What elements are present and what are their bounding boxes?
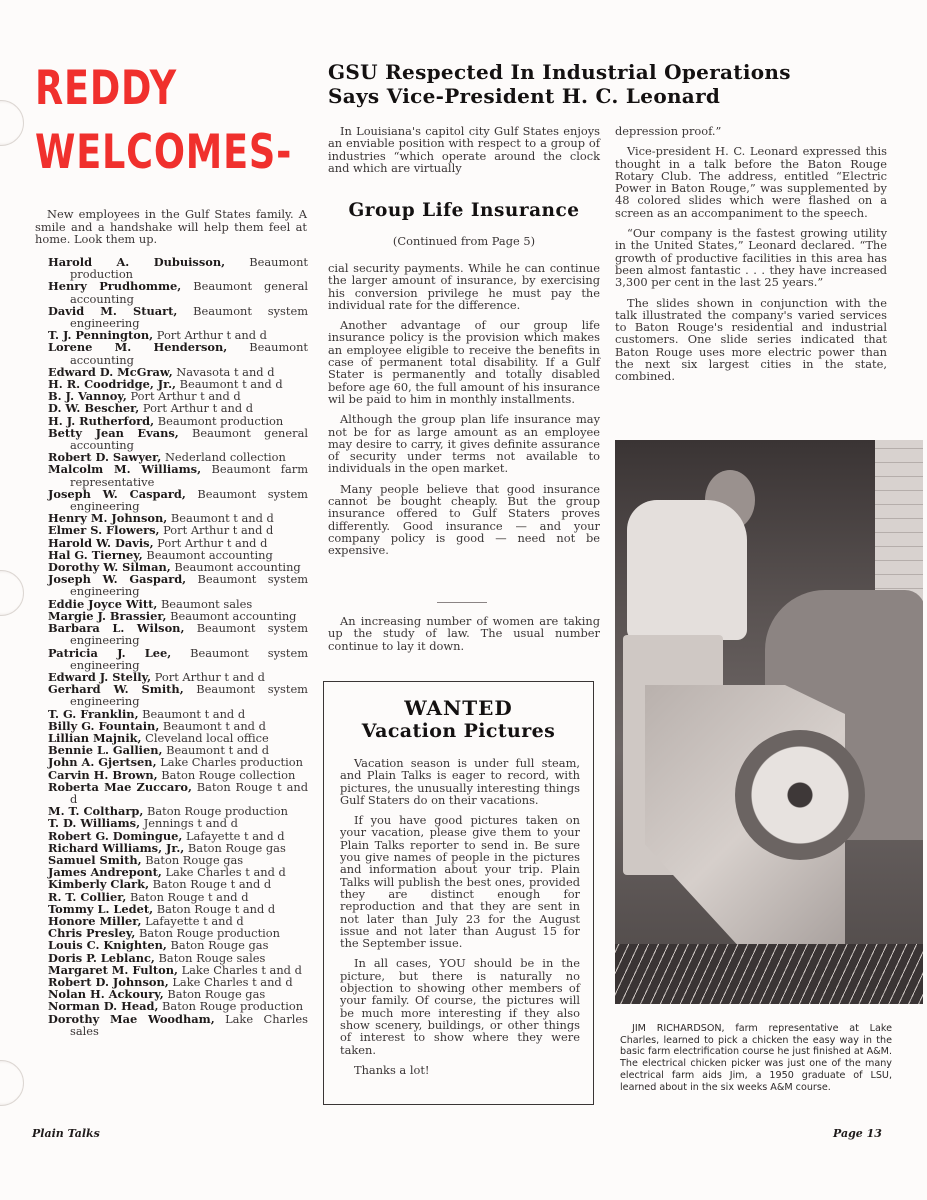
employee-department: Baton Rouge production bbox=[162, 999, 304, 1014]
employee-entry bbox=[48, 573, 308, 597]
employee-department: Lake Charles t and d bbox=[165, 865, 286, 880]
employee-name: Edward J. Stelly, bbox=[48, 669, 152, 684]
group-life-title: Group Life Insurance bbox=[348, 200, 580, 221]
article-paragraph: Another advantage of our group life insurance policy is the provision which makes an employee eligible to receive the benefits in case of permanent total disability. If a Gulf Stater is permanently and totally disabled before age 60, the full amount of his insurance wil be paid to him in monthly installments. bbox=[328, 318, 600, 406]
employee-department: Port Arthur t and d bbox=[142, 401, 254, 416]
employee-department: Lake Charles t and d bbox=[172, 974, 293, 989]
filler-item bbox=[328, 615, 600, 660]
wanted-paragraph: Vacation season is under full steam, and Plain Talks is eager to record, with pictures, the unusually interesting things Gulf Staters do on their vacations. bbox=[340, 756, 580, 807]
employee-entry bbox=[48, 280, 308, 304]
employee-name: Dorothy Mae Woodham, bbox=[48, 1011, 215, 1026]
employee-department: Beaumont t and d bbox=[162, 718, 266, 733]
employee-name: Robert G. Domingue, bbox=[48, 828, 183, 843]
employee-department: Baton Rouge production bbox=[138, 926, 280, 941]
employee-department: Baton Rouge collection bbox=[161, 767, 296, 782]
employee-name: Betty Jean Evans, bbox=[48, 425, 179, 440]
article-paragraph: The slides shown in conjunction with the talk illustrated the company's varied services to Baton Rouge's residential and industrial customers. One slide series indicated that Baton Rouge uses more electric power than the next six largest cities in the state, combined. bbox=[615, 295, 887, 384]
employee-department: Beaumont system engineering bbox=[70, 682, 308, 709]
employee-department: Baton Rouge t and d bbox=[70, 779, 309, 806]
employee-name: David M. Stuart, bbox=[48, 303, 178, 318]
employee-name: James Andrepont, bbox=[48, 865, 162, 880]
employee-department: Beaumont accounting bbox=[174, 560, 301, 575]
employee-name: Patricia J. Lee, bbox=[48, 645, 172, 660]
reddy-welcomes-title bbox=[35, 57, 292, 185]
employee-name: Margie J. Brassier, bbox=[48, 608, 167, 623]
employee-department: Baton Rouge t and d bbox=[156, 901, 276, 916]
employee-department: Navasota t and d bbox=[176, 364, 275, 379]
employee-name: Robert D. Sawyer, bbox=[48, 450, 162, 465]
article-paragraph: Although the group plan life insurance may not be for as large amount as an employee may desire to carry, it gives definite assurance of security under terms not available to individuals in the open market. bbox=[328, 412, 600, 476]
employee-department: Beaumont system engineering bbox=[70, 645, 308, 672]
employee-name: Harold A. Dubuisson, bbox=[48, 255, 226, 269]
employee-name: Robert D. Johnson, bbox=[48, 974, 169, 989]
employee-name: Lillian Majnik, bbox=[48, 730, 142, 745]
employee-department: Beaumont system engineering bbox=[70, 621, 308, 648]
continued-note: (Continued from Page 5) bbox=[392, 234, 536, 248]
employee-name: M. T. Coltharp, bbox=[48, 804, 144, 819]
employee-name: Bennie L. Gallien, bbox=[48, 743, 163, 758]
employee-entry bbox=[48, 1013, 308, 1037]
employee-name: H. R. Coodridge, Jr., bbox=[48, 377, 177, 392]
employee-department: Beaumont production bbox=[157, 413, 284, 428]
employee-name: Eddie Joyce Witt, bbox=[48, 596, 158, 611]
article-paragraph: Many people believe that good insurance cannot be bought cheaply. But the group insurance offered to Gulf Staters proves differently. Good insurance — and your company policy is good — need not be expensive. bbox=[328, 481, 600, 558]
employee-department: Port Arthur t and d bbox=[154, 669, 265, 684]
article-headline: GSU Respected In Industrial Operations Says Vice-President H. C. Leonard bbox=[328, 60, 791, 108]
employee-entry bbox=[48, 427, 308, 451]
employee-name: B. J. Vannoy, bbox=[48, 389, 127, 404]
employee-entry bbox=[48, 488, 308, 512]
employee-name: T. G. Franklin, bbox=[48, 706, 139, 721]
intro-text: New employees in the Gulf States family. A smile and a handshake will help them feel at home. Look them up. bbox=[35, 207, 307, 246]
employee-department: Baton Rouge sales bbox=[158, 950, 266, 965]
employee-department: Port Arthur t and d bbox=[156, 328, 267, 343]
employee-department: Lafayette t and d bbox=[185, 828, 285, 843]
employee-name: Edward D. McGraw, bbox=[48, 364, 173, 379]
employee-department: Lafayette t and d bbox=[145, 913, 244, 928]
employee-department: Beaumont accounting bbox=[70, 340, 309, 367]
employee-department: Baton Rouge gas bbox=[170, 938, 269, 953]
wanted-title: WANTED bbox=[404, 696, 513, 720]
article-paragraph: “Our company is the fastest growing utility in the United States,” Leonard declared. “The growth of productive facilities in this area has been almost fantastic . . . they have increased 3,300 per cent in the last 25 years.” bbox=[615, 226, 887, 290]
employee-entry bbox=[48, 781, 308, 805]
article-paragraph: Vice-president H. C. Leonard expressed this thought in a talk before the Baton Rouge Rotary Club. The address, entitled “Electric Power in Baton Rouge,” was supplemented by 48 colored slides which were flashed on a screen as an accompaniment to the speech. bbox=[615, 144, 887, 220]
employee-name: Elmer S. Flowers, bbox=[48, 523, 160, 538]
title-line-2: WELCOMES- bbox=[35, 125, 293, 180]
employee-department: Lake Charles t and d bbox=[181, 962, 302, 977]
employee-department: Beaumont general accounting bbox=[70, 425, 309, 453]
employee-name: Lorene M. Henderson, bbox=[48, 340, 228, 355]
employee-department: Beaumont accounting bbox=[170, 608, 297, 623]
wanted-paragraph: If you have good pictures taken on your vacation, please give them to your Plain Talks reporter to send in. Be sure you give names of people in the pictures and information about your trip. Plain Talks will publish the best ones, provided they are distinct enough for reproduction and that they are sent in not later than July 23 for the August issue and not later than August 15 for the September issue. bbox=[340, 813, 580, 951]
reddy-intro bbox=[35, 208, 307, 246]
employee-name: Chris Presley, bbox=[48, 926, 136, 941]
employee-department: Beaumont t and d bbox=[142, 706, 246, 721]
employee-department: Lake Charles production bbox=[160, 755, 303, 770]
employee-department: Baton Rouge gas bbox=[145, 852, 244, 867]
employee-department: Port Arthur t and d bbox=[130, 389, 241, 404]
employee-name: T. J. Pennington, bbox=[48, 328, 154, 343]
employee-name: D. W. Bescher, bbox=[48, 401, 140, 416]
employee-name: Joseph W. Caspard, bbox=[48, 486, 186, 501]
employee-name: Norman D. Head, bbox=[48, 999, 159, 1014]
employee-department: Baton Rouge production bbox=[146, 804, 288, 819]
employee-department: Beaumont general accounting bbox=[70, 279, 309, 306]
employee-name: Henry M. Johnson, bbox=[48, 511, 168, 526]
caption-text: JIM RICHARDSON, farm representative at Lake Charles, learned to pick a chicken the easy way in the basic farm electrification course he just finished at A&M. The electrical chicken picker was just one of the many electrical farm aids Jim, a 1950 graduate of LSU, learned about in the six weeks A&M course. bbox=[620, 1023, 892, 1093]
employee-name: Louis C. Knighten, bbox=[48, 938, 167, 953]
employee-name: Richard Williams, Jr., bbox=[48, 840, 185, 855]
employee-department: Jennings t and d bbox=[143, 816, 238, 831]
title-line-1: REDDY bbox=[35, 61, 177, 116]
photo-caption bbox=[620, 1023, 892, 1093]
employee-department: Beaumont system engineering bbox=[70, 572, 308, 599]
employee-entry bbox=[48, 683, 308, 707]
employee-name: R. T. Collier, bbox=[48, 889, 127, 904]
employee-department: Beaumont system engineering bbox=[70, 486, 308, 514]
chicken-picker-photo bbox=[615, 440, 923, 1004]
employee-entry bbox=[48, 256, 308, 280]
employee-name: Harold W. Davis, bbox=[48, 535, 154, 550]
wanted-thanks: Thanks a lot! bbox=[354, 1062, 430, 1077]
employee-name: Roberta Mae Zuccaro, bbox=[48, 779, 192, 794]
article-paragraph: In Louisiana's capitol city Gulf States enjoys an enviable position with respect to a group of industries “which operate around the clock and which are virtually bbox=[328, 124, 600, 175]
wanted-subtitle: Vacation Pictures bbox=[361, 720, 556, 742]
wanted-paragraph: In all cases, YOU should be in the picture, but there is naturally no objection to showing other members of your family. Of course, the pictures will be much more interesting if they also show scenery, buildings, or other things of interest to show where they were taken. bbox=[340, 956, 580, 1057]
employee-name: Samuel Smith, bbox=[48, 852, 142, 867]
binder-hole bbox=[0, 1060, 24, 1106]
wanted-vacation-pictures-box bbox=[323, 681, 594, 1105]
employee-department: Beaumont sales bbox=[160, 596, 253, 611]
binder-hole bbox=[0, 100, 24, 146]
section-divider bbox=[437, 602, 487, 603]
filler-text: An increasing number of women are taking up the study of law. The usual number continue to lay it down. bbox=[328, 614, 600, 653]
employee-name: Doris P. Leblanc, bbox=[48, 950, 155, 965]
employee-department: Port Arthur t and d bbox=[157, 535, 268, 550]
employee-entry bbox=[48, 463, 308, 487]
gsu-article-col1 bbox=[328, 125, 600, 182]
employee-name: Henry Prudhomme, bbox=[48, 279, 182, 294]
employee-name: Billy G. Fountain, bbox=[48, 718, 160, 733]
employee-name: Dorothy W. Silman, bbox=[48, 560, 171, 575]
employee-department: Baton Rouge gas bbox=[187, 840, 286, 855]
employee-department: Cleveland local office bbox=[145, 730, 269, 745]
photo-man-shirt bbox=[627, 500, 747, 640]
employee-entry bbox=[48, 341, 308, 365]
employee-department: Beaumont t and d bbox=[166, 743, 270, 758]
article-paragraph: cial security payments. While he can continue the larger amount of insurance, by exercising his conversion privilege he must pay the individual rate for the difference. bbox=[328, 261, 600, 312]
employee-name: Joseph W. Gaspard, bbox=[48, 572, 187, 587]
publication-name: Plain Talks bbox=[32, 1127, 100, 1140]
employee-name: H. J. Rutherford, bbox=[48, 413, 155, 428]
employee-name: Hal G. Tierney, bbox=[48, 547, 143, 562]
employee-department: Beaumont farm representative bbox=[70, 462, 309, 489]
employee-department: Port Arthur t and d bbox=[163, 523, 274, 538]
employee-entry bbox=[48, 622, 308, 646]
employee-name: Carvin H. Brown, bbox=[48, 767, 158, 782]
employee-department: Baton Rouge t and d bbox=[152, 877, 272, 892]
binder-hole bbox=[0, 570, 24, 616]
employee-department: Beaumont t and d bbox=[179, 377, 283, 392]
employee-department: Baton Rouge t and d bbox=[130, 889, 249, 904]
employee-department: Lake Charles sales bbox=[70, 1011, 308, 1038]
employee-name: Gerhard W. Smith, bbox=[48, 682, 184, 697]
employee-name: Honore Miller, bbox=[48, 913, 142, 928]
employee-name: Malcolm M. Williams, bbox=[48, 462, 202, 477]
article-paragraph: depression proof.” bbox=[615, 124, 722, 138]
employee-name: Margaret M. Fulton, bbox=[48, 962, 178, 977]
employee-department: Nederland collection bbox=[164, 450, 286, 465]
wanted-body bbox=[340, 757, 580, 1076]
employee-name: Kimberly Clark, bbox=[48, 877, 150, 892]
employee-department: Beaumont accounting bbox=[146, 547, 273, 562]
employee-entry bbox=[48, 305, 308, 329]
photo-feathers-floor bbox=[615, 944, 923, 1004]
group-life-body bbox=[328, 262, 600, 565]
employee-department: Beaumont t and d bbox=[170, 511, 274, 526]
employee-name: John A. Gjertsen, bbox=[48, 755, 157, 770]
page-number: Page 13 bbox=[833, 1127, 882, 1140]
employee-name: T. D. Williams, bbox=[48, 816, 141, 831]
employee-entry bbox=[48, 647, 308, 671]
gsu-article-col2 bbox=[615, 125, 887, 391]
employee-department: Beaumont production bbox=[70, 255, 309, 282]
photo-machine-wheel bbox=[735, 730, 865, 860]
employee-department: Beaumont system engineering bbox=[70, 303, 308, 331]
employee-department: Baton Rouge gas bbox=[167, 987, 266, 1002]
employee-name: Nolan H. Ackoury, bbox=[48, 987, 164, 1002]
employee-name: Tommy L. Ledet, bbox=[48, 901, 154, 916]
new-employee-list bbox=[48, 256, 308, 1037]
employee-name: Barbara L. Wilson, bbox=[48, 621, 185, 636]
